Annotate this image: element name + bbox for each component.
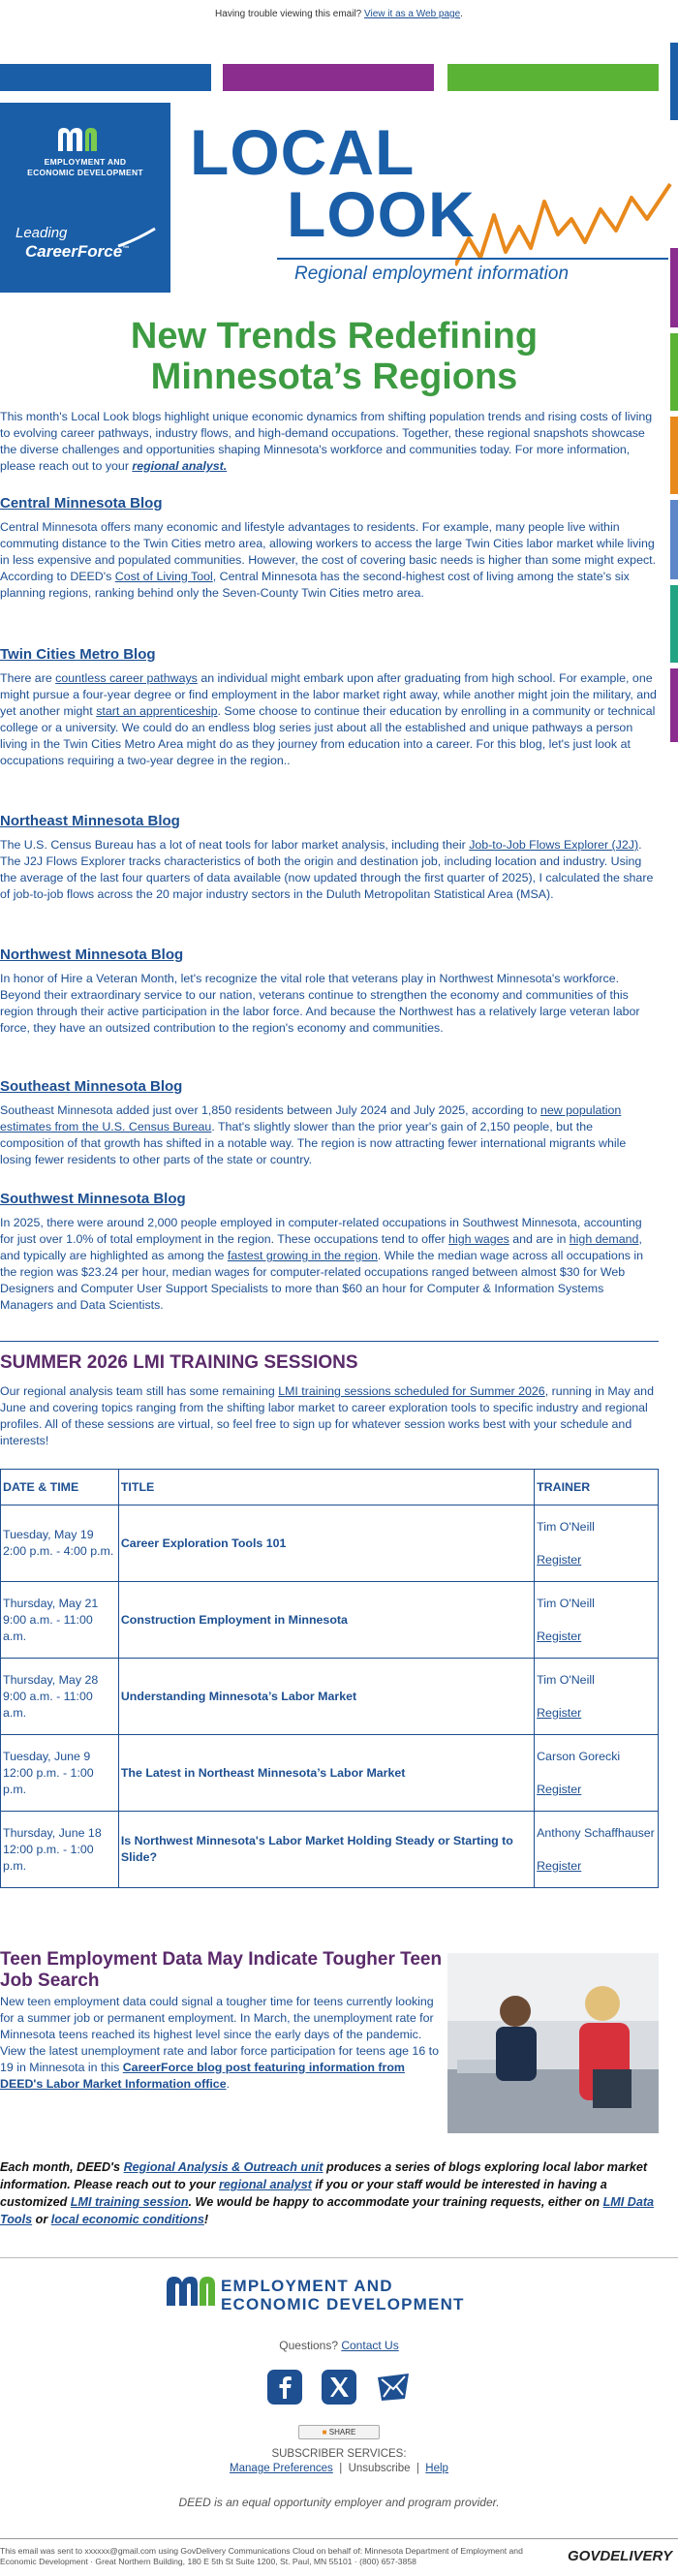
deed-footer-logo-text: EMPLOYMENT AND ECONOMIC DEVELOPMENT	[221, 2277, 465, 2313]
subscriber-services: SUBSCRIBER SERVICES: Manage Preferences | Unsubscribe | Help	[230, 2448, 448, 2474]
lmi-training-sessions-link[interactable]: LMI training sessions scheduled for Summer 2026	[278, 1384, 545, 1398]
table-header-row	[1, 1470, 659, 1505]
twin-cities-blog-section: Twin Cities Metro Blog There are countless career pathways an individual might embark upon after graduating from high school. For example, one might pursue a four-year degree or find employment in the labor market right away, while another might join the military, and yet another might start an apprenticeship. Some choose to continue their education by enrolling in a community or technical college or a university. We could do an endless blog series just about all the established and unique pathways a person living in the Twin Cities Metro Area might do as they journey from education into a career. For this blog, let's just look at occupations requiring a two-year degree in the region..	[0, 646, 657, 767]
session-title: Career Exploration Tools 101	[118, 1505, 534, 1582]
header-color-bars	[0, 64, 678, 93]
careerforce-swoosh-icon	[116, 227, 157, 248]
session-datetime: Thursday, May 21 9:00 a.m. - 11:00 a.m.	[1, 1582, 119, 1659]
color-bar-green	[447, 64, 659, 91]
social-links	[0, 2370, 678, 2408]
high-wages-link[interactable]: high wages	[448, 1232, 509, 1246]
session-trainer: Tim O'Neill Register	[535, 1582, 659, 1659]
register-link[interactable]: Register	[537, 1858, 582, 1873]
trainer-column-header: TRAINER	[535, 1470, 659, 1505]
footer-divider	[0, 2257, 678, 2258]
color-bar-purple	[223, 64, 434, 91]
contact-us-link[interactable]: Contact Us	[341, 2339, 399, 2352]
side-tab-purple-2	[670, 668, 678, 742]
date-column-header: DATE & TIME	[1, 1470, 119, 1505]
session-datetime: Thursday, June 18 12:00 p.m. - 1:00 p.m.	[1, 1812, 119, 1888]
share-icon: ■	[322, 2428, 327, 2436]
lmi-data-tools-link[interactable]: LMI Data Tools	[0, 2195, 655, 2226]
regional-analyst-link[interactable]: regional analyst.	[132, 459, 228, 473]
section-divider	[0, 1341, 659, 1342]
southwest-blog-section: Southwest Minnesota Blog In 2025, there were around 2,000 people employed in computer-related occupations in Southwest Minnesota, accounting for just over 1.0% of total employment in the region. These occupations tend to offer high wages and are in high demand, and typically are highlighted as among the fastest growing in the region. While the median wage across all occupations in the region was $23.24 per hour, median wages for computer-related occupations ranged between almost $30 for Web Designers and Computer User Support Specialists to more than $60 an hour for Computer & Information Systems Managers and Data Scientists.	[0, 1191, 643, 1312]
equal-opportunity-statement: DEED is an equal opportunity employer and program provider.	[178, 2496, 500, 2509]
color-bar-blue	[0, 64, 211, 91]
session-title: Is Northwest Minnesota's Labor Market Holding Steady or Starting to Slide?	[118, 1812, 534, 1888]
twin-cities-blog-heading-link[interactable]: Twin Cities Metro Blog	[0, 646, 156, 663]
start-apprenticeship-link[interactable]: start an apprenticeship	[96, 704, 218, 718]
southwest-blog-heading-link[interactable]: Southwest Minnesota Blog	[0, 1191, 186, 1207]
session-trainer: Anthony Schaffhauser Register	[535, 1812, 659, 1888]
session-title: The Latest in Northeast Minnesota’s Labor Market	[118, 1735, 534, 1812]
local-economic-conditions-link[interactable]: local economic conditions	[50, 2213, 204, 2226]
side-tab-lightblue	[670, 500, 678, 579]
session-datetime: Thursday, May 28 9:00 a.m. - 11:00 a.m.	[1, 1659, 119, 1735]
help-link[interactable]: Help	[425, 2463, 448, 2474]
deed-careerforce-logo	[0, 103, 170, 293]
teen-workers-photo	[447, 1953, 659, 2133]
training-intro: Our regional analysis team still has some remaining LMI training sessions scheduled for Summer 2026, running in May and June and covering topics ranging from the shifting labor market to career exploration tools to specific industry and regional profiles. All of these sessions are virtual, so feel free to sign up for whatever session works best with your schedule and interests!	[0, 1384, 654, 1447]
register-link[interactable]: Register	[537, 1782, 582, 1796]
title-column-header: TITLE	[118, 1470, 534, 1505]
southeast-blog-section: Southeast Minnesota Blog Southeast Minnesota added just over 1,850 residents between July 2024 and July 2025, according to new population estimates from the U.S. Census Bureau. That's slightly slower than the prior year's gain of 2,150 people, but the composition of that growth has shifted in a notable way. The region is now attracting fewer international migrants while losing fewer residents to other parts of the state or country.	[0, 1078, 627, 1166]
trend-line-icon	[455, 180, 673, 277]
table-row	[1, 1505, 659, 1582]
table-row	[1, 1812, 659, 1888]
regional-analysis-outreach-link[interactable]: Regional Analysis & Outreach unit	[123, 2160, 324, 2174]
job-to-job-flows-link[interactable]: Job-to-Job Flows Explorer (J2J)	[469, 838, 639, 852]
local-look-title-local: LOCAL	[190, 116, 416, 188]
northeast-blog-heading-link[interactable]: Northeast Minnesota Blog	[0, 813, 180, 829]
session-title: Understanding Minnesota’s Labor Market	[118, 1659, 534, 1735]
deed-footer-logo-icon	[165, 2273, 219, 2308]
subtitle-rule	[277, 258, 668, 260]
closing-regional-analyst-link[interactable]: regional analyst	[219, 2178, 312, 2191]
table-row	[1, 1735, 659, 1812]
table-row	[1, 1582, 659, 1659]
session-datetime: Tuesday, May 19 2:00 p.m. - 4:00 p.m.	[1, 1505, 119, 1582]
session-title: Construction Employment in Minnesota	[118, 1582, 534, 1659]
closing-lmi-training-link[interactable]: LMI training session	[70, 2195, 189, 2209]
facebook-icon[interactable]	[267, 2370, 302, 2405]
cost-of-living-tool-link[interactable]: Cost of Living Tool	[114, 570, 213, 583]
table-row	[1, 1659, 659, 1735]
view-web-page-link[interactable]: View it as a Web page	[364, 9, 461, 19]
register-link[interactable]: Register	[537, 1705, 582, 1720]
sent-to-notice: This email was sent to xxxxxx@gmail.com using GovDelivery Communications Cloud on behalf of: Minnesota Department of Employment and Economic Development · Great Northern Building, 180 E 5th St Suite 1200, St. Paul, MN 55101 · (800) 657-3858	[0, 2546, 523, 2566]
register-link[interactable]: Register	[537, 1552, 582, 1567]
manage-preferences-link[interactable]: Manage Preferences	[230, 2463, 333, 2474]
local-look-header	[0, 103, 668, 293]
northwest-blog-section: Northwest Minnesota Blog In honor of Hire a Veteran Month, let's recognize the vital role that veterans play in Northwest Minnesota's workforce. Beyond their extraordinary service to our nation, veterans continue to strengthen the economy and communities of this region through their active participation in the labor force. And because the Northwest has a relatively large veteran labor force, they have an outsized contribution to the region's economy and communities.	[0, 947, 640, 1035]
bottom-divider	[0, 2538, 678, 2539]
local-look-title-look: LOOK	[287, 178, 476, 250]
training-sessions-table	[0, 1469, 659, 1888]
register-link[interactable]: Register	[537, 1629, 582, 1643]
header-subtitle: Regional employment information	[294, 264, 570, 284]
teen-employment-heading: Teen Employment Data May Indicate Tougher Teen Job Search	[0, 1949, 443, 1991]
teen-employment-paragraph: New teen employment data could signal a tougher time for teens currently looking for a summer job or permanent employment. In March, the unemployment rate for Minnesota teens reached its highest level since the early days of the pandemic. View the latest unemployment rate and labor force participation for teens age 16 to 19 in Minnesota in this CareerForce blog post featuring information from DEED's Labor Market Information office.	[0, 1995, 439, 2091]
central-blog-heading-link[interactable]: Central Minnesota Blog	[0, 495, 163, 512]
unsubscribe-link[interactable]: Unsubscribe	[348, 2463, 411, 2474]
side-tab-orange	[670, 417, 678, 494]
deed-mn-logo-icon	[56, 124, 114, 153]
northeast-blog-section: Northeast Minnesota Blog The U.S. Census Bureau has a lot of neat tools for labor market analysis, including their Job-to-Job Flows Explorer (J2J). The J2J Flows Explorer tracks characteristics of both the origin and destination job, including location and industry. Using the average of the last four quarters of data available (now updated through the first quarter of 2025), I calculated the share of job-to-job flows across the 20 major industry sectors in the Duluth Metropolitan Statistical Area (MSA).	[0, 813, 654, 901]
training-section-heading: SUMMER 2026 LMI TRAINING SESSIONS	[0, 1352, 358, 1373]
southeast-blog-heading-link[interactable]: Southeast Minnesota Blog	[0, 1078, 183, 1095]
email-icon[interactable]	[376, 2370, 411, 2405]
fastest-growing-link[interactable]: fastest growing in the region	[227, 1249, 378, 1262]
newsletter-main-title: New Trends Redefining Minnesota’s Regions	[130, 316, 539, 397]
population-estimates-link[interactable]: new population estimates from the U.S. Census Bureau	[0, 1103, 622, 1133]
leading-text: Leading	[15, 225, 68, 241]
high-demand-link[interactable]: high demand	[569, 1232, 639, 1246]
deed-logo-text: EMPLOYMENT AND ECONOMIC DEVELOPMENT	[27, 157, 143, 177]
session-trainer: Tim O'Neill Register	[535, 1659, 659, 1735]
session-trainer: Tim O'Neill Register	[535, 1505, 659, 1582]
central-blog-section: Central Minnesota Blog Central Minnesota offers many economic and lifestyle advantages to residents. For example, many people live within commuting distance to the Twin Cities metro area, allowing workers to access the large Twin Cities labor market while living in less expensive and populated communities. However, the cost of covering basic needs is higher than some might expect. According to DEED's Cost of Living Tool, Central Minnesota has the second-highest cost of living among the state's six planning regions, ranking behind only the Seven-County Twin Cities metro area.	[0, 495, 657, 600]
closing-paragraph: Each month, DEED's Regional Analysis & Outreach unit produces a series of blogs exploring local labor market information. Please reach out to your regional analyst if you or your staff would be interested in having a customized LMI training session. We would be happy to accommodate your training requests, either on LMI Data Tools or local economic conditions!	[0, 2160, 655, 2226]
questions-line: Questions? Contact Us	[279, 2339, 399, 2352]
share-button[interactable]: ■ SHARE	[298, 2425, 380, 2439]
careerforce-text: CareerForce™	[25, 242, 130, 261]
countless-career-pathways-link[interactable]: countless career pathways	[55, 671, 198, 685]
side-tab-green	[670, 333, 678, 411]
side-tab-teal	[670, 585, 678, 663]
govdelivery-logo: GOVDELIVERY	[568, 2548, 673, 2564]
session-datetime: Tuesday, June 9 12:00 p.m. - 1:00 p.m.	[1, 1735, 119, 1812]
careerforce-blog-link[interactable]: CareerForce blog post featuring information from DEED's Labor Market Information office	[0, 2061, 405, 2091]
intro-paragraph: This month's Local Look blogs highlight unique economic dynamics from shifting population trends and rising costs of living to evolving career pathways, industry flows, and high-demand occupations. Together, these regional snapshots showcase the diverse challenges and opportunities shaping Minnesota's workforce and communities today. For more information, please reach out to your regional analyst.	[0, 410, 653, 473]
x-twitter-icon[interactable]	[322, 2370, 356, 2405]
northwest-blog-heading-link[interactable]: Northwest Minnesota Blog	[0, 947, 184, 963]
view-online-notice: Having trouble viewing this email? View it as a Web page.	[215, 9, 463, 19]
session-trainer: Carson Gorecki Register	[535, 1735, 659, 1812]
